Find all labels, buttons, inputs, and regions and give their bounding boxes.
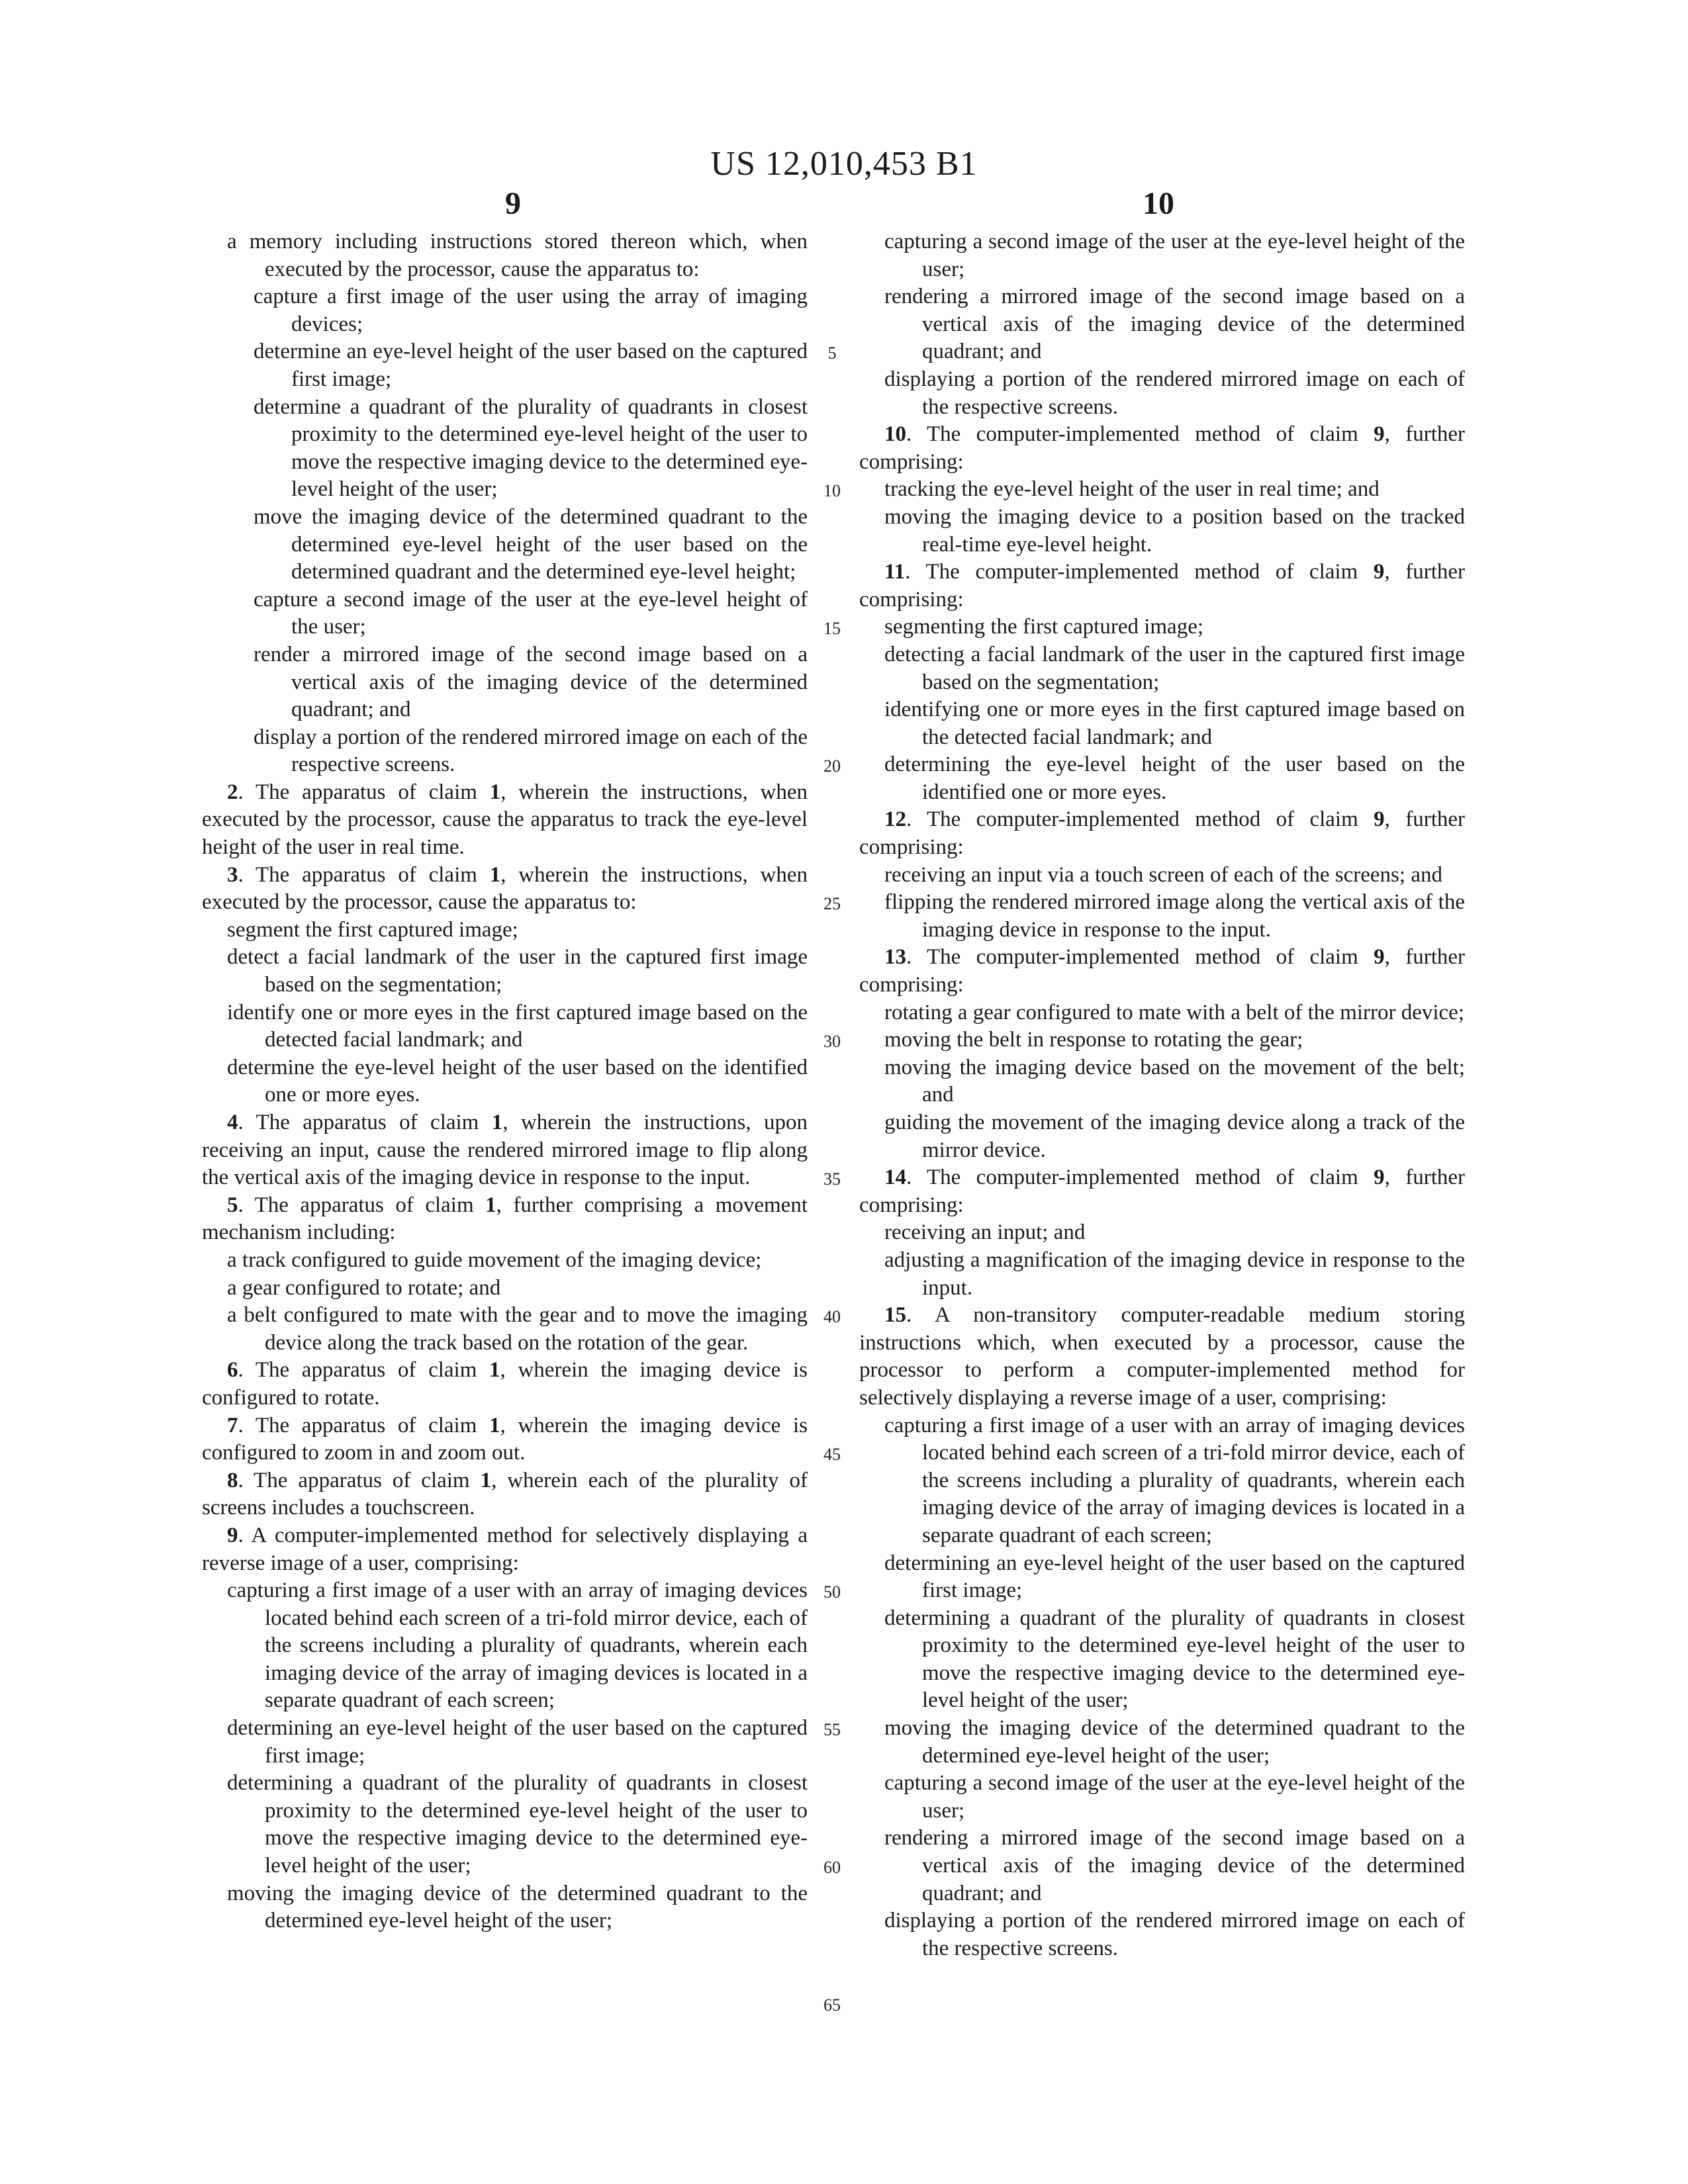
claim-text-continued: , wherein each of the plurality of screens includes a touchscreen. [202, 1468, 808, 1520]
claim-text: The computer-implemented method of claim [927, 422, 1358, 447]
claim-clause: move the imaging device of the determined quadrant to the determined eye-level height of the user based on the determined quadrant and the determined eye-level height; [254, 504, 808, 584]
claim-text: The apparatus of claim [255, 1358, 477, 1383]
claim-text: The computer-implemented method of claim [927, 1165, 1358, 1190]
claim-text: The apparatus of claim [254, 1193, 474, 1217]
claim-text-continued: , wherein the instructions, when executed by the processor, cause the apparatus to track the eye-level height of the user in real time. [202, 780, 808, 860]
claim-text-continued: , further comprising: [859, 807, 1465, 860]
claim-number: 13 [884, 945, 906, 970]
claim-reference: 9 [1374, 807, 1385, 832]
claim-clause: capturing a second image of the user at the eye-level height of the user; [884, 1771, 1465, 1823]
line-number: 55 [823, 1720, 841, 1740]
claim-reference: 9 [1374, 422, 1385, 447]
claim-text-continued: , further comprising a movement mechanism including: [202, 1193, 808, 1245]
claim-clause: segmenting the first captured image; [884, 615, 1204, 639]
claim-clause: moving the imaging device to a position based on the tracked real-time eye-level height. [884, 504, 1465, 557]
claim-clause: tracking the eye-level height of the user in real time; and [884, 477, 1380, 502]
line-number: 50 [823, 1582, 841, 1602]
claim-clause: identify one or more eyes in the first captured image based on the detected facial landmark; and [227, 1000, 808, 1052]
claim-paragraph: 5. The apparatus of claim 1, further comprising a movement mechanism including: [202, 1193, 808, 1245]
claim-clause: rendering a mirrored image of the second image based on a vertical axis of the imaging device of the determined quadrant; and [884, 285, 1465, 364]
claim-number: 8 [227, 1468, 238, 1492]
claim-text: A non-transitory computer-readable medium storing instructions which, when executed by a processor, cause the processor to perform a computer-implemented method for selectively displaying a reverse image of a user, comprising: [859, 1303, 1465, 1410]
claim-clause: determine an eye-level height of the user based on the captured first image; [254, 340, 808, 391]
claim-clause: a track configured to guide movement of the imaging device; [227, 1248, 762, 1272]
claim-number: 5 [227, 1193, 238, 1217]
claim-clause: capturing a second image of the user at the eye-level height of the user; [884, 230, 1465, 281]
line-number: 30 [823, 1032, 841, 1052]
claim-clause: detect a facial landmark of the user in the captured first image based on the segmentation; [227, 945, 808, 997]
claim-clause: moving the imaging device of the determined quadrant to the determined eye-level height of the user; [227, 1881, 808, 1933]
claim-reference: 9 [1374, 945, 1385, 970]
claim-number: 7 [227, 1413, 238, 1437]
claim-clause: determine a quadrant of the plurality of quadrants in closest proximity to the determined eye-level height of the user to move the respective imaging device to the determined eye-level height of the user; [254, 394, 808, 502]
claim-reference: 1 [485, 1193, 496, 1217]
claim-clause: moving the imaging device based on the movement of the belt; and [884, 1055, 1465, 1107]
claim-clause: segment the first captured image; [227, 917, 518, 942]
claim-reference: 1 [489, 1413, 500, 1437]
claim-text: The computer-implemented method of claim [925, 560, 1358, 584]
claim-paragraph: 8. The apparatus of claim 1, wherein each of the plurality of screens includes a touchscreen. [202, 1468, 808, 1520]
claim-paragraph: 4. The apparatus of claim 1, wherein the instructions, upon receiving an input, cause the rendered mirrored image to flip along the vertical axis of the imaging device in response to the input. [202, 1111, 808, 1190]
claim-number: 11 [884, 560, 906, 584]
claim-number: 10 [884, 422, 906, 447]
left-text-column [202, 228, 808, 1935]
claim-clause: receiving an input via a touch screen of each of the screens; and [884, 862, 1442, 887]
claim-clause: moving the imaging device of the determined quadrant to the determined eye-level height of the user; [884, 1716, 1465, 1768]
column-number-left: 9 [505, 186, 521, 221]
claim-number: 4 [227, 1111, 238, 1134]
claim-clause: determining an eye-level height of the user based on the captured first image; [227, 1716, 808, 1768]
claim-paragraph: 3. The apparatus of claim 1, wherein the instructions, when executed by the processor, cause the apparatus to: [202, 862, 808, 915]
claim-clause: rotating a gear configured to mate with a belt of the mirror device; [884, 1000, 1464, 1024]
claim-text-continued: , further comprising: [859, 945, 1465, 997]
claim-text-continued: , wherein the imaging device is configured to rotate. [202, 1358, 808, 1410]
claim-clause: displaying a portion of the rendered mirrored image on each of the respective screens. [884, 367, 1465, 419]
claim-text-continued: , further comprising: [859, 422, 1465, 474]
claim-text: The computer-implemented method of claim [927, 807, 1358, 832]
claim-reference: 1 [480, 1468, 492, 1492]
claim-clause: render a mirrored image of the second image based on a vertical axis of the imaging device of the determined quadrant; and [254, 642, 808, 722]
claim-number: 15 [884, 1303, 906, 1328]
claim-clause: capturing a first image of a user with an array of imaging devices located behind each screen of a tri-fold mirror device, each of the screens including a plurality of quadrants, wherein each imaging device of the array of imaging devices is located in a separate quadrant of each screen; [227, 1578, 808, 1713]
column-number-right: 10 [1143, 186, 1174, 221]
claim-clause: guiding the movement of the imaging device along a track of the mirror device. [884, 1111, 1465, 1162]
line-number: 25 [823, 894, 841, 914]
claim-clause: detecting a facial landmark of the user in the captured first image based on the segmentation; [884, 642, 1465, 694]
claim-text: The apparatus of claim [255, 780, 477, 804]
claim-paragraph: 6. The apparatus of claim 1, wherein the imaging device is configured to rotate. [202, 1358, 808, 1410]
claim-clause: rendering a mirrored image of the second image based on a vertical axis of the imaging device of the determined quadrant; and [884, 1826, 1465, 1905]
claim-paragraph: 9. A computer-implemented method for selectively displaying a reverse image of a user, comprising: [202, 1523, 808, 1575]
claim-clause: displaying a portion of the rendered mirrored image on each of the respective screens. [884, 1909, 1465, 1960]
claim-text-continued: , wherein the instructions, upon receiving an input, cause the rendered mirrored image to flip along the vertical axis of the imaging device in response to the input. [202, 1111, 808, 1190]
claim-reference: 1 [489, 780, 501, 804]
claim-text: The apparatus of claim [255, 1413, 477, 1437]
claim-paragraph: 14. The computer-implemented method of claim 9, further comprising: [859, 1165, 1465, 1217]
claim-number: 6 [227, 1358, 238, 1383]
claim-clause: determining a quadrant of the plurality of quadrants in closest proximity to the determined eye-level height of the user to move the respective imaging device to the determined eye-level height of the user; [227, 1771, 808, 1878]
claim-reference: 9 [1374, 1165, 1385, 1190]
right-text-column [859, 228, 1465, 1962]
claim-text-continued: , wherein the instructions, when executed by the processor, cause the apparatus to: [202, 862, 808, 915]
claim-text: A computer-implemented method for selectively displaying a reverse image of a user, comprising: [202, 1523, 808, 1575]
claim-clause: a belt configured to mate with the gear and to move the imaging device along the track based on the rotation of the gear. [227, 1303, 808, 1355]
claim-number: 2 [227, 780, 238, 804]
claim-clause: determining the eye-level height of the user based on the identified one or more eyes. [884, 752, 1465, 804]
claim-paragraph: 2. The apparatus of claim 1, wherein the instructions, when executed by the processor, cause the apparatus to track the eye-level height of the user in real time. [202, 780, 808, 860]
claim-text: The apparatus of claim [255, 862, 477, 887]
claim-number: 3 [227, 862, 238, 887]
line-number: 65 [823, 1995, 841, 2015]
claim-text: The computer-implemented method of claim [927, 945, 1358, 970]
claim-clause: determining an eye-level height of the user based on the captured first image; [884, 1551, 1465, 1603]
claim-text-continued: , further comprising: [859, 560, 1466, 612]
claim-clause: identifying one or more eyes in the first captured image based on the detected facial landmark; and [884, 698, 1465, 749]
claim-clause: determine the eye-level height of the user based on the identified one or more eyes. [227, 1055, 808, 1107]
claim-reference: 1 [491, 1111, 503, 1134]
claim-paragraph: 7. The apparatus of claim 1, wherein the imaging device is configured to zoom in and zoom out. [202, 1413, 808, 1465]
line-number: 60 [823, 1858, 841, 1878]
claim-text-continued: , wherein the imaging device is configured to zoom in and zoom out. [202, 1413, 808, 1465]
claim-clause: capture a second image of the user at the eye-level height of the user; [254, 587, 808, 639]
claim-reference: 1 [489, 862, 501, 887]
line-number: 10 [823, 481, 841, 501]
line-number: 40 [823, 1307, 841, 1327]
claim-clause: capturing a first image of a user with an array of imaging devices located behind each screen of a tri-fold mirror device, each of the screens including a plurality of quadrants, wherein each imaging device of the array of imaging devices is located in a separate quadrant of each screen; [884, 1413, 1465, 1547]
claim-text-continued: , further comprising: [859, 1165, 1465, 1217]
claim-clause: moving the belt in response to rotating the gear; [884, 1028, 1303, 1052]
claim-reference: 9 [1373, 560, 1385, 584]
claim-clause: display a portion of the rendered mirrored image on each of the respective screens. [254, 725, 808, 777]
line-number: 15 [823, 619, 841, 639]
claim-paragraph: 13. The computer-implemented method of claim 9, further comprising: [859, 945, 1465, 997]
claim-number: 9 [227, 1523, 238, 1547]
claim-reference: 1 [489, 1358, 500, 1383]
patent-number: US 12,010,453 B1 [710, 145, 978, 183]
claim-paragraph: 10. The computer-implemented method of claim 9, further comprising: [859, 422, 1465, 474]
line-number: 45 [823, 1445, 841, 1465]
claim-clause: adjusting a magnification of the imaging device in response to the input. [884, 1248, 1465, 1300]
claim-text: The apparatus of claim [254, 1468, 470, 1492]
claim-clause: flipping the rendered mirrored image along the vertical axis of the imaging device in response to the input. [884, 890, 1465, 942]
claim-paragraph: 12. The computer-implemented method of claim 9, further comprising: [859, 807, 1465, 860]
claim-clause: determining a quadrant of the plurality of quadrants in closest proximity to the determined eye-level height of the user to move the respective imaging device to the determined eye-level height of the user; [884, 1606, 1465, 1713]
line-number: 35 [823, 1169, 841, 1189]
claim-number: 14 [884, 1165, 906, 1190]
claim-paragraph: 15. A non-transitory computer-readable medium storing instructions which, when executed by a processor, cause the processor to perform a computer-implemented method for selectively displaying a reverse image of a user, comprising: [859, 1303, 1465, 1410]
claim-clause: capture a first image of the user using the array of imaging devices; [254, 285, 808, 336]
claim-clause: receiving an input; and [884, 1220, 1086, 1245]
line-number: 5 [827, 343, 837, 363]
claim-clause: a memory including instructions stored thereon which, when executed by the processor, cause the apparatus to: [227, 230, 808, 281]
claim-paragraph: 11. The computer-implemented method of claim 9, further comprising: [859, 560, 1466, 612]
claim-text: The apparatus of claim [256, 1111, 479, 1134]
claim-number: 12 [884, 807, 906, 832]
claim-clause: a gear configured to rotate; and [227, 1275, 501, 1300]
line-number: 20 [823, 756, 841, 776]
